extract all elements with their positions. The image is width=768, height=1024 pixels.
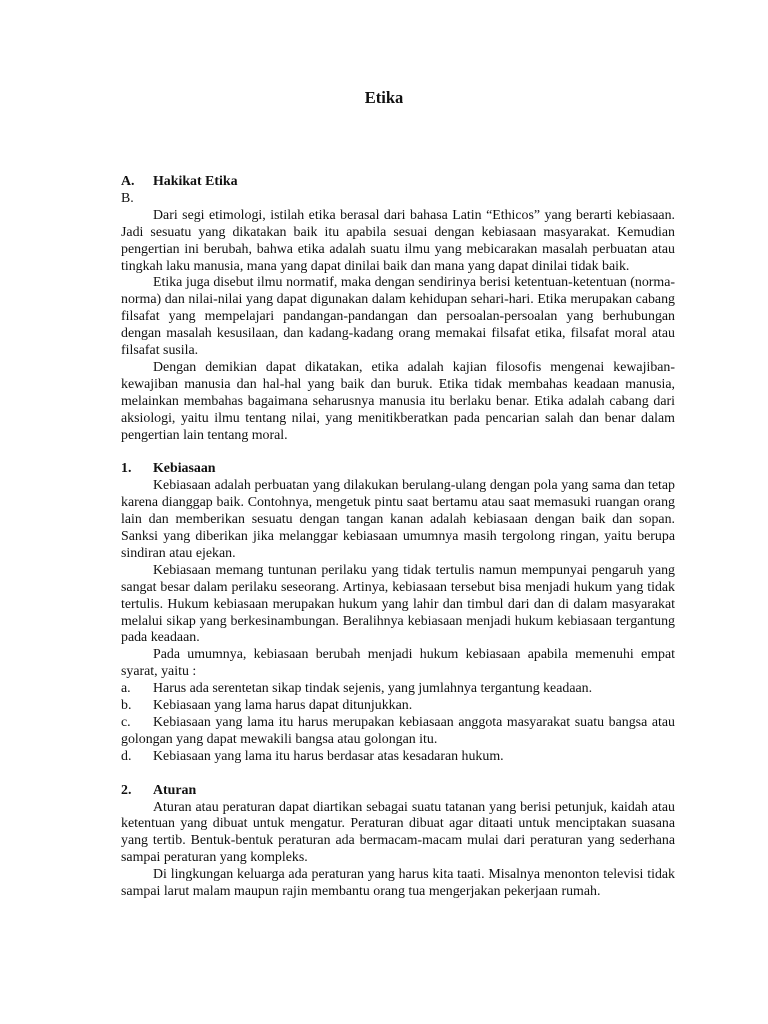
section-1-heading [121,461,675,478]
list-marker: b. [121,698,132,714]
section-2-number: 2. [121,782,132,798]
section-1-title: Kebiasaan [153,461,216,477]
section-2-title: Aturan [153,782,197,798]
paragraph: Kebiasaan memang tuntunan perilaku yang tidak tertulis namun mempunyai pengaruh yang sangat besar dalam perilaku seseorang. Artinya, kebiasaan tersebut bisa menjadi hukum yang tidak tertulis. Hukum kebiasaan merupakan hukum yang lahir dan timbul dari dan di dalam masyarakat melalui sikap yang berkesinambungan. Beralihnya kebiasaan menjadi hukum kebiasaan tergantung pada keadaan. [121,562,675,646]
section-a-title: Hakikat Etika [153,174,238,189]
list-item [121,698,675,715]
paragraph: Dari segi etimologi, istilah etika berasal dari bahasa Latin “Ethicos” yang berarti kebiasaan. Jadi sesuatu yang dikatakan baik itu apabila sesuai dengan kebiasaan masyarakat. Kemudian pengertian ini berubah, bahwa etika adalah suatu ilmu yang mebicarakan masalah perbuatan atau tingkah laku manusia, mana yang dapat dinilai baik dan mana yang dapat dinilai tidak baik. [121,207,675,274]
list-text: Harus ada serentetan sikap tindak sejenis, yang jumlahnya tergantung keadaan. [153,681,593,697]
list-item [121,715,675,749]
section-a-number: A. [121,174,135,189]
list-text: Kebiasaan yang lama itu harus merupakan kebiasaan anggota masyarakat suatu bangsa atau golongan yang dapat mewakili bangsa atau golongan itu. [121,714,675,747]
paragraph: Dengan demikian dapat dikatakan, etika adalah kajian filosofis mengenai kewajiban-kewajiban manusia dan hal-hal yang baik dan buruk. Etika tidak membahas keadaan manusia, melainkan membahas bagaimana seharusnya manusia itu berlaku benar. Etika adalah cabang dari aksiologi, yaitu ilmu tentang nilai, yang menitikberatkan pada pencarian salah dan benar dalam pengertian lain tentang moral. [121,359,675,443]
document-title: Etika [364,88,404,107]
list-item [121,749,675,766]
paragraph: Kebiasaan adalah perbuatan yang dilakukan berulang-ulang dengan pola yang sama dan tetap karena dianggap baik. Contohnya, mengetuk pintu saat bertamu atau saat memasuki ruangan orang lain dan memberikan sesuatu dengan tangan kanan adalah kebiasaan dengan baik dan sopan. Sanksi yang diberikan jika melanggar kebiasaan umumnya masih tergolong ringan, yaitu berupa sindiran atau ejekan. [121,478,675,561]
paragraph: Aturan atau peraturan dapat diartikan sebagai suatu tatanan yang berisi petunjuk, kaidah atau ketentuan yang dibuat untuk mengatur. Peraturan dibuat agar ditaati untuk menciptakan suasana yang tertib. Bentuk-bentuk peraturan ada bermacam-macam mulai dari peraturan yang sederhana sampai peraturan yang kompleks. [121,799,675,866]
paragraph: Pada umumnya, kebiasaan berubah menjadi hukum kebiasaan apabila memenuhi empat syarat, yaitu : [121,647,675,680]
paragraph: Di lingkungan keluarga ada peraturan yang harus kita taati. Misalnya menonton televisi tidak sampai larut malam maupun rajin membantu orang tua mengerjakan pekerjaan rumah. [121,867,675,900]
list-marker: c. [121,714,131,730]
section-2-heading [121,783,675,800]
section-1-number: 1. [121,461,132,477]
list-marker: a. [121,681,131,697]
list-marker: d. [121,748,132,764]
section-a-heading [121,174,675,191]
spacer [121,766,675,783]
list-text: Kebiasaan yang lama harus dapat ditunjukkan. [153,698,413,714]
section-b-marker: B. [121,190,134,206]
list-text: Kebiasaan yang lama itu harus berdasar atas kesadaran hukum. [153,748,504,764]
paragraph: Etika juga disebut ilmu normatif, maka dengan sendirinya berisi ketentuan-ketentuan (norma-norma) dan nilai-nilai yang dapat digunakan dalam kehidupan sehari-hari. Etika merupakan cabang filsafat yang mempelajari pandangan-pandangan dan persoalan-persoalan yang berhubungan dengan masalah kesusilaan, dan kadang-kadang orang memakai filsafat etika, filsafat moral atau filsafat susila. [121,275,675,359]
spacer [121,445,675,462]
list-item [121,681,675,698]
document-body [121,174,675,901]
